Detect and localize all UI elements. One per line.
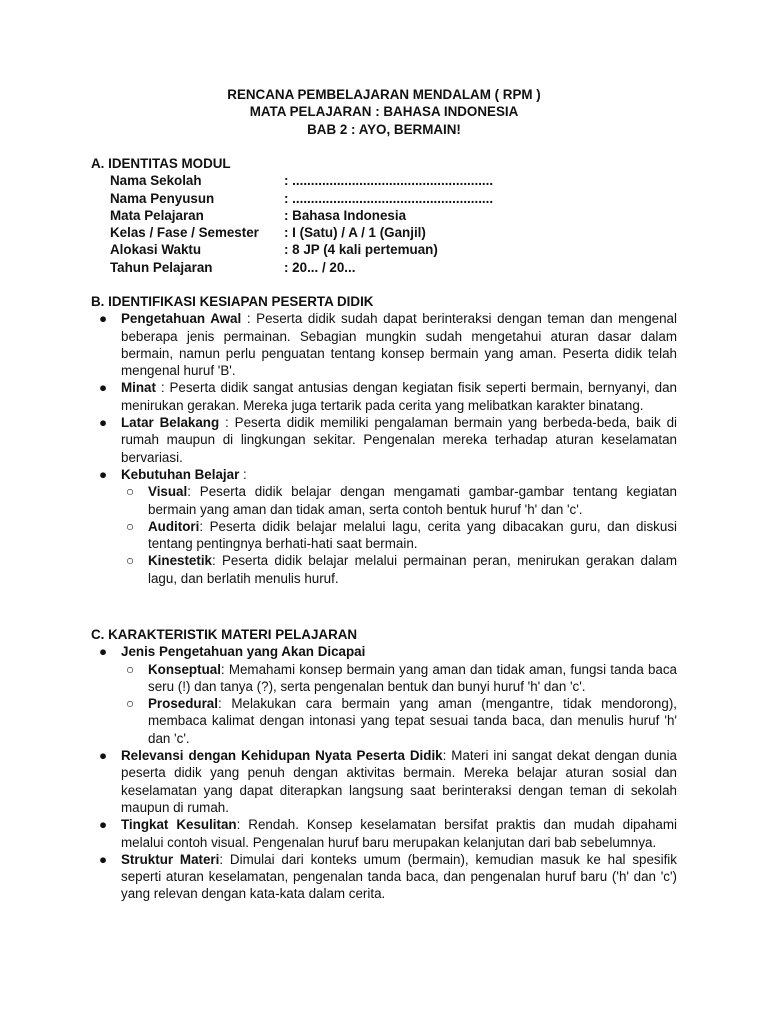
identity-label: Kelas / Fase / Semester [110,225,259,241]
list-item [91,747,677,816]
identity-value: : 20... / 20... [284,259,356,275]
title-line-1: RENCANA PEMBELAJARAN MENDALAM ( RPM ) [227,87,541,102]
item-term: Pengetahuan Awal [121,311,242,327]
identity-row [91,172,677,189]
circle-bullet-icon: ○ [126,484,135,500]
list-item [91,379,677,414]
bullet-icon: ● [99,466,108,482]
section-heading-kesiapan: B. IDENTIFIKASI KESIAPAN PESERTA DIDIK [91,294,374,309]
item-term: Tingkat Kesulitan [121,817,237,833]
identity-label: Tahun Pelajaran [110,259,213,275]
item-text: : Materi ini sangat dekat dengan dunia peserta didik yang penuh dengan aktivitas bermain. Mereka belajar aturan sosial dan keselamatan yang dapat diterapkan langsung saat berinteraksi dengan teman di sekolah maupun di rumah. [121,748,677,815]
bullet-icon: ● [99,644,108,660]
item-term: Minat [121,380,156,396]
circle-bullet-icon: ○ [126,661,135,677]
item-text: : Rendah. Konsep keselamatan bersifat praktis dan mudah dipahami melalui contoh visual. Pengenalan huruf baru merupakan kelanjutan dari bab sebelumnya. [121,817,677,850]
sub-list-item [91,552,677,587]
sub-list-item [91,661,677,696]
list-item [91,816,677,851]
sub-list-item [91,695,677,747]
title-line-2: MATA PELAJARAN : BAHASA INDONESIA [249,104,519,120]
item-term: Struktur Materi [121,851,220,867]
list-item [91,643,677,660]
item-text: : Peserta didik sudah dapat berinteraksi dengan teman dan mengenal beberapa jenis permainan. Sebagian mungkin sudah mengetahui aturan dasar dalam bermain, namun perlu penguatan tentang konsep bermain yang aman. Peserta didik telah mengenal huruf 'B'. [121,311,677,379]
identity-row [91,224,677,241]
identity-value: : ...................................................... [284,173,494,189]
section-karakteristik [91,626,677,903]
item-term: Jenis Pengetahuan yang Akan Dicapai [121,644,366,660]
document-title [0,86,768,138]
item-term: Auditori [148,518,200,534]
list-item [91,414,677,466]
identity-label: Nama Sekolah [110,173,202,189]
circle-bullet-icon: ○ [126,696,135,712]
circle-bullet-icon: ○ [126,518,135,534]
item-text: : Peserta didik belajar dengan mengamati gambar-gambar tentang kegiatan bermain yang aman dan tidak aman, serta contoh bentuk huruf 'h' dan 'c'. [148,484,677,517]
item-text: : Peserta didik sangat antusias dengan kegiatan fisik seperti bermain, bernyanyi, dan menirukan gerakan. Mereka juga tertarik pada cerita yang melibatkan karakter binatang. [121,380,677,413]
bullet-icon: ● [99,380,108,396]
bullet-icon: ● [99,817,108,833]
bullet-icon: ● [99,415,108,431]
identity-value: : Bahasa Indonesia [284,207,407,223]
identity-row [91,190,677,207]
item-text: : Peserta didik memiliki pengalaman bermain yang berbeda-beda, baik di rumah maupun di lingkungan sekitar. Pengenalan mereka terhadap aturan keselamatan bervariasi. [121,415,677,465]
identity-row [91,207,677,224]
item-text: : Melakukan cara bermain yang aman (mengantre, tidak mendorong), membaca kalimat dengan intonasi yang tepat sesuai tanda baca, dan menulis huruf 'h' dan 'c'. [148,696,677,746]
identity-row [91,259,677,276]
section-heading-identitas: A. IDENTITAS MODUL [91,156,231,171]
bullet-icon: ● [99,851,108,867]
identity-label: Alokasi Waktu [110,242,202,258]
bullet-icon: ● [99,748,108,764]
sub-list-item [91,518,677,553]
identity-value: : I (Satu) / A / 1 (Ganjil) [284,225,426,241]
list-item [91,466,677,483]
identity-value: : 8 JP (4 kali pertemuan) [284,242,438,258]
item-text: : Peserta didik belajar melalui lagu, cerita yang dibacakan guru, dan diskusi tentang pentingnya berhati-hati saat bermain. [148,518,677,552]
item-text: : Memahami konsep bermain yang aman dan tidak aman, fungsi tanda baca seru (!) dan tanya (?), serta pengenalan bentuk dan bunyi huruf 'h' dan 'c'. [148,661,677,694]
title-line-3: BAB 2 : AYO, BERMAIN! [307,121,461,137]
circle-bullet-icon: ○ [126,553,135,569]
section-identitas [91,155,677,276]
item-term: Latar Belakang [121,415,220,431]
identity-label: Nama Penyusun [110,190,215,206]
sub-list-item [91,483,677,518]
item-term: Kebutuhan Belajar [121,466,240,482]
list-item [91,310,677,379]
section-kesiapan [91,293,677,587]
item-term: Visual [148,484,188,500]
item-term: Kinestetik [148,553,212,569]
item-term: Prosedural [148,696,218,712]
identity-label: Mata Pelajaran [110,207,204,223]
item-text: : Dimulai dari konteks umum (bermain), kemudian masuk ke hal spesifik seperti aturan keselamatan, pengenalan tanda baca, dan pengenalan huruf baru ('h' dan 'c') yang relevan dengan kata-kata dalam cerita. [121,851,677,902]
identity-row [91,241,677,258]
list-item [91,851,677,903]
bullet-icon: ● [99,311,108,327]
item-text: : Peserta didik belajar melalui permainan peran, menirukan gerakan dalam lagu, dan berlatih menulis huruf. [148,553,677,586]
section-heading-karakteristik: C. KARAKTERISTIK MATERI PELAJARAN [91,627,358,642]
item-term: Relevansi dengan Kehidupan Nyata Peserta Didik [121,748,443,764]
item-text: : [239,466,247,482]
item-term: Konseptual [148,661,221,677]
identity-value: : ...................................................... [284,190,494,206]
